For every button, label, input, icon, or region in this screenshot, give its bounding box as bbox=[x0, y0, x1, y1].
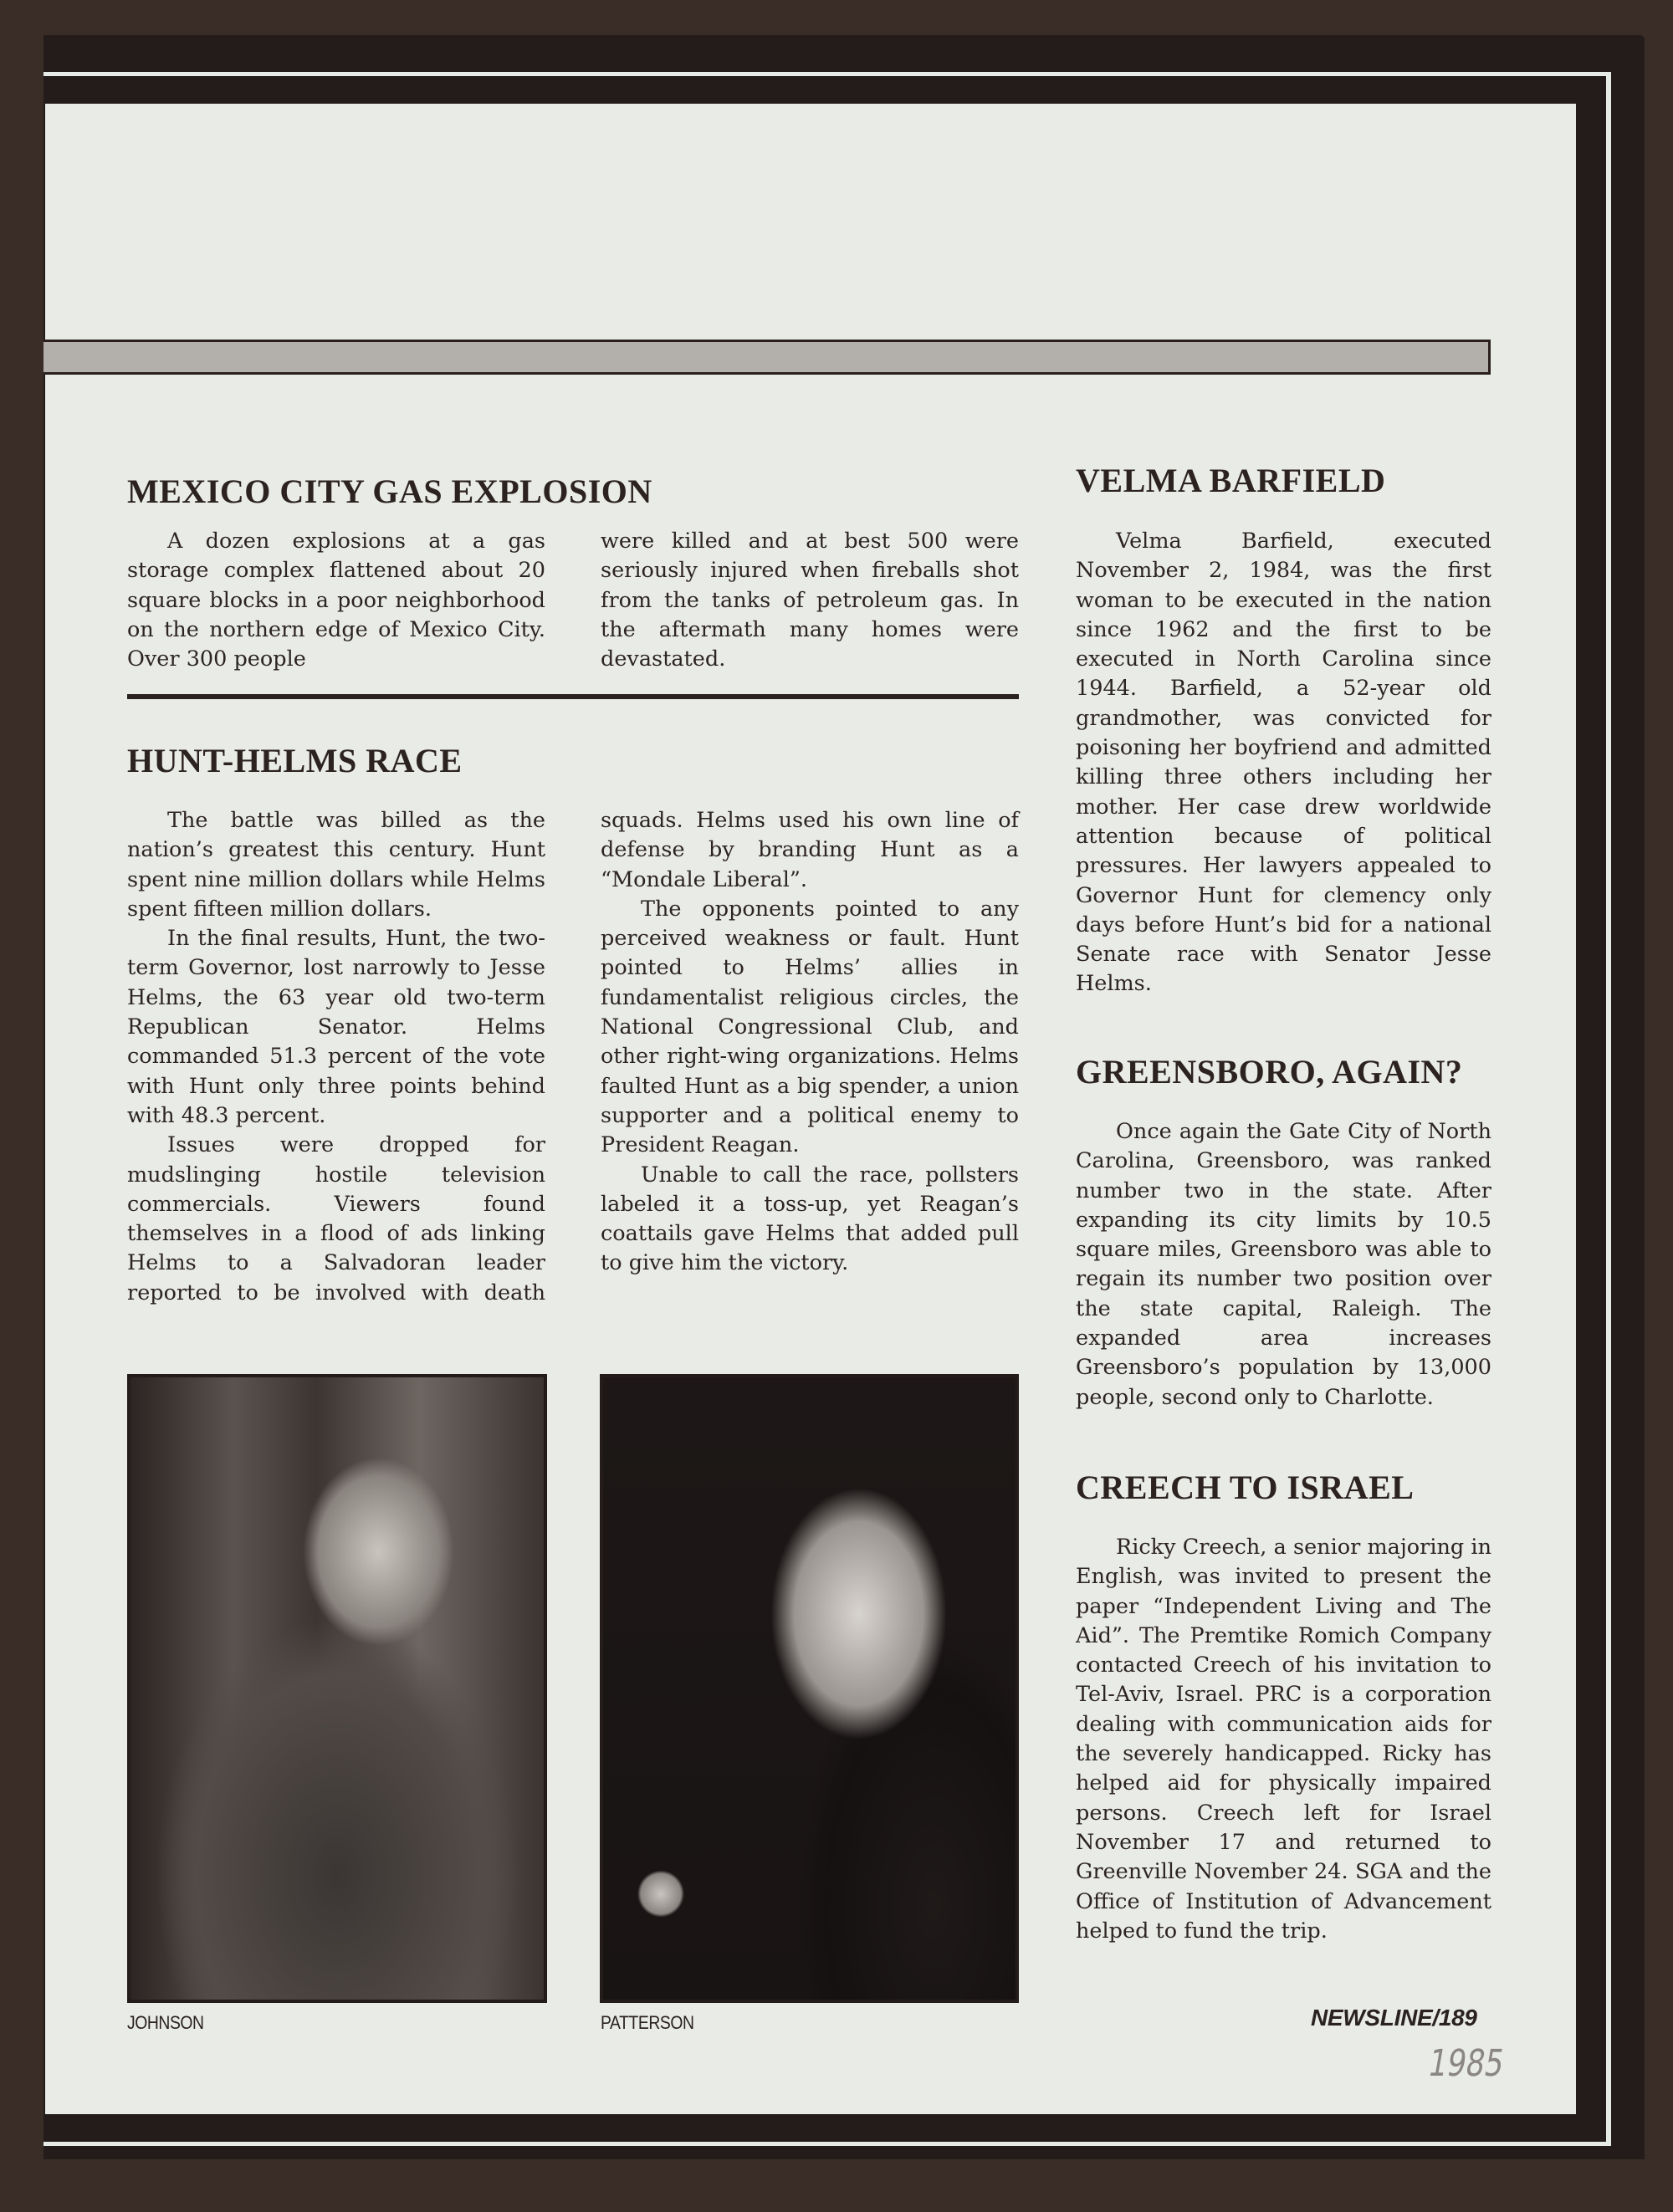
section-divider-rule bbox=[127, 694, 1019, 699]
hunt-helms-paragraph-3: Issues were dropped for mudslinging hostile television commercials. Viewers found themselves in a flood of ads linking Helms to a Salvadoran leader reported to be involved with death bbox=[127, 1132, 545, 1305]
creech-paragraph: Ricky Creech, a senior majoring in English, was invited to present the paper “Independent Living and The Aid”. The Premtike Romich Company contacted Creech of his invitation to Tel-Aviv, Israel. PRC is a corporation dealing with communication aids for the severely handicapped. Ricky has helped aid for physically impaired persons. Creech left for Israel November 17 and returned to Greenville November 24. SGA and the Office of Institution of Advancement helped to fund the trip. bbox=[1076, 1535, 1491, 1944]
mexico-paragraph-2: were killed and at best 500 were seriously injured when fireballs shot from the tanks of petroleum gas. In the aftermath many homes were devastated. bbox=[601, 529, 1019, 672]
mexico-paragraph-1: A dozen explosions at a gas storage complex flattened about 20 square blocks in a poor neighborhood on the northern edge of Mexico City. Over 300 people bbox=[127, 529, 545, 672]
mexico-col2 bbox=[601, 527, 1019, 674]
heading-greensboro-again: GREENSBORO, AGAIN? bbox=[1076, 1053, 1463, 1091]
photo-caption-patterson: PATTERSON bbox=[601, 2012, 694, 2033]
photo-johnson bbox=[127, 1374, 547, 2003]
photo-patterson bbox=[600, 1374, 1019, 2003]
photo-caption-johnson: JOHNSON bbox=[127, 2012, 204, 2033]
page-folio: NEWSLINE/189 bbox=[1311, 2005, 1477, 2031]
heading-velma-barfield: VELMA BARFIELD bbox=[1076, 462, 1386, 499]
heading-mexico-city: MEXICO CITY GAS EXPLOSION bbox=[127, 473, 652, 510]
handwritten-year: 1985 bbox=[1425, 2042, 1508, 2085]
barfield-paragraph: Velma Barfield, executed November 2, 1984, was the first woman to be executed in the nation since 1962 and the first to be executed in North Carolina since 1944. Barfield, a 52-year old grandmother, was convicted for poisoning her boyfriend and admitted killing three others including her mother. Her case drew worldwide attention because of political pressures. Her lawyers appealed to Governor Hunt for clemency only days before Hunt’s bid for a national Senate race with Senator Jesse Helms. bbox=[1076, 529, 1491, 997]
hunt-helms-paragraph-6: Unable to call the race, pollsters labeled it a toss-up, yet Reagan’s coattails gave Helms that added pull to give him the victory. bbox=[601, 1162, 1019, 1276]
hunt-helms-paragraph-2: In the final results, Hunt, the two-term Governor, lost narrowly to Jesse Helms, the 63 year old two-term Republican Senator. Helms commanded 51.3 percent of the vote with Hunt only three points behind with 48.3 percent. bbox=[127, 926, 545, 1128]
greensboro-paragraph: Once again the Gate City of North Carolina, Greensboro, was ranked number two in the state. After expanding its city limits by 10.5 square miles, Greensboro was able to regain its number two position over the state capital, Raleigh. The expanded area increases Greensboro’s population by 13,000 people, second only to Charlotte. bbox=[1076, 1119, 1491, 1410]
barfield-col bbox=[1076, 527, 1491, 999]
hunt-helms-paragraph-5: The opponents pointed to any perceived weakness or fault. Hunt pointed to Helms’ allies in fundamentalist religious circles, the National Congressional Club, and other right-wing organizations. Helms faulted Hunt as a big spender, a union supporter and a political enemy to President Reagan. bbox=[601, 896, 1019, 1158]
section-gray-bar bbox=[43, 340, 1491, 375]
creech-col bbox=[1076, 1533, 1491, 1946]
hunt-helms-col1 bbox=[127, 806, 545, 1308]
greensboro-col bbox=[1076, 1117, 1491, 1413]
heading-creech-to-israel: CREECH TO ISRAEL bbox=[1076, 1469, 1415, 1506]
hunt-helms-col2 bbox=[601, 806, 1019, 1279]
hunt-helms-paragraph-1: The battle was billed as the nation’s greatest this century. Hunt spent nine million dollars while Helms spent fifteen million dollars. bbox=[127, 808, 545, 922]
hunt-helms-paragraph-4: squads. Helms used his own line of defense by branding Hunt as a “Mondale Liberal”. bbox=[601, 808, 1019, 892]
heading-hunt-helms: HUNT-HELMS RACE bbox=[127, 742, 463, 779]
mexico-col1 bbox=[127, 527, 545, 674]
